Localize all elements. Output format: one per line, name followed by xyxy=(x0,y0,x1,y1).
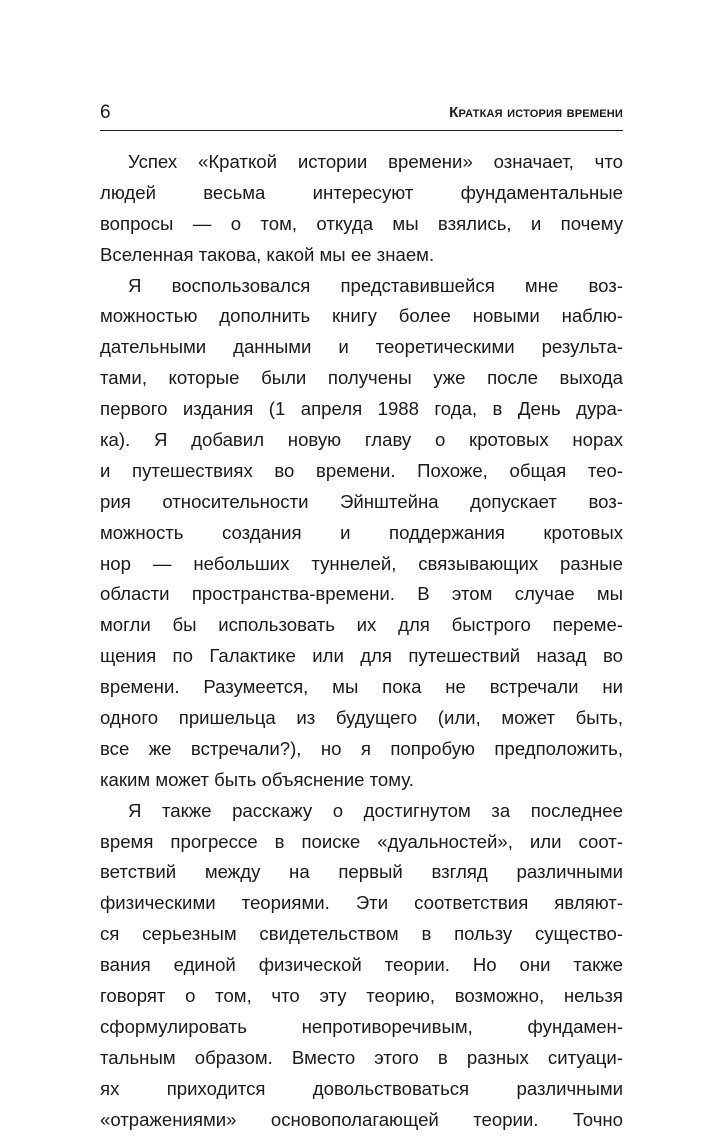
paragraph xyxy=(100,271,623,796)
text-line: и путешествиях во времени. Похоже, общая тео- xyxy=(100,459,623,481)
text-line: Успех «Краткой истории времени» означает, что xyxy=(128,151,623,172)
text-line: дательными данными и теоретическими результа- xyxy=(100,336,623,358)
text-line: ся серьезным свидетельством в пользу существо- xyxy=(100,923,623,945)
paragraph xyxy=(100,147,623,271)
text-line: времени. Разумеется, мы пока не встречали ни xyxy=(100,676,623,698)
text-line: каким может быть объяснение тому. xyxy=(100,768,414,790)
text-line: тами, которые были получены уже после выхода xyxy=(100,367,623,389)
body-text xyxy=(100,147,623,1136)
text-line: Я также расскажу о достигнутом за последнее xyxy=(128,799,623,821)
text-line: все же встречали?), но я попробую предположить, xyxy=(100,737,623,759)
text-line: «отражениями» основополагающей теории. Точно xyxy=(100,1108,623,1130)
text-line: ветствий между на первый взгляд различными xyxy=(100,861,623,883)
text-line: можностью дополнить книгу более новыми наблю- xyxy=(100,305,623,327)
text-line: Вселенная такова, какой мы ее знаем. xyxy=(100,243,435,265)
text-line: первого издания (1 апреля 1988 года, в День дура- xyxy=(100,398,623,420)
text-line: области пространства-времени. В этом случае мы xyxy=(100,583,623,605)
text-line: Я воспользовался представившейся мне воз- xyxy=(128,274,623,296)
text-line: вания единой физической теории. Но они также xyxy=(100,954,623,976)
text-line: вопросы — о том, откуда мы взялись, и почему xyxy=(100,212,623,234)
text-line: говорят о том, что эту теорию, возможно, нельзя xyxy=(100,985,623,1007)
text-line: рия относительности Эйнштейна допускает воз- xyxy=(100,490,623,512)
text-line: могли бы использовать их для быстрого переме- xyxy=(100,614,623,636)
text-line: физическими теориями. Эти соответствия являют- xyxy=(100,892,623,914)
paragraph xyxy=(100,796,623,1136)
text-line: нор — небольших туннелей, связывающих разные xyxy=(100,552,623,574)
text-line: сформулировать непротиворечивым, фундамен- xyxy=(100,1015,623,1037)
text-line: людей весьма интересуют фундаментальные xyxy=(100,181,623,203)
running-title: Краткая история времени xyxy=(449,104,623,121)
page-number: 6 xyxy=(100,102,111,123)
text-line: можность создания и поддержания кротовых xyxy=(100,521,623,543)
page-header xyxy=(100,100,623,131)
text-line: ка). Я добавил новую главу о кротовых норах xyxy=(100,429,623,451)
text-line: ях приходится довольствоваться различными xyxy=(100,1077,623,1099)
text-line: щения по Галактике или для путешествий назад во xyxy=(100,645,623,667)
text-line: время прогрессе в поиске «дуальностей», или соот- xyxy=(100,830,623,852)
text-line: одного пришельца из будущего (или, может быть, xyxy=(100,707,623,729)
text-line: тальным образом. Вместо этого в разных ситуаци- xyxy=(100,1046,623,1068)
